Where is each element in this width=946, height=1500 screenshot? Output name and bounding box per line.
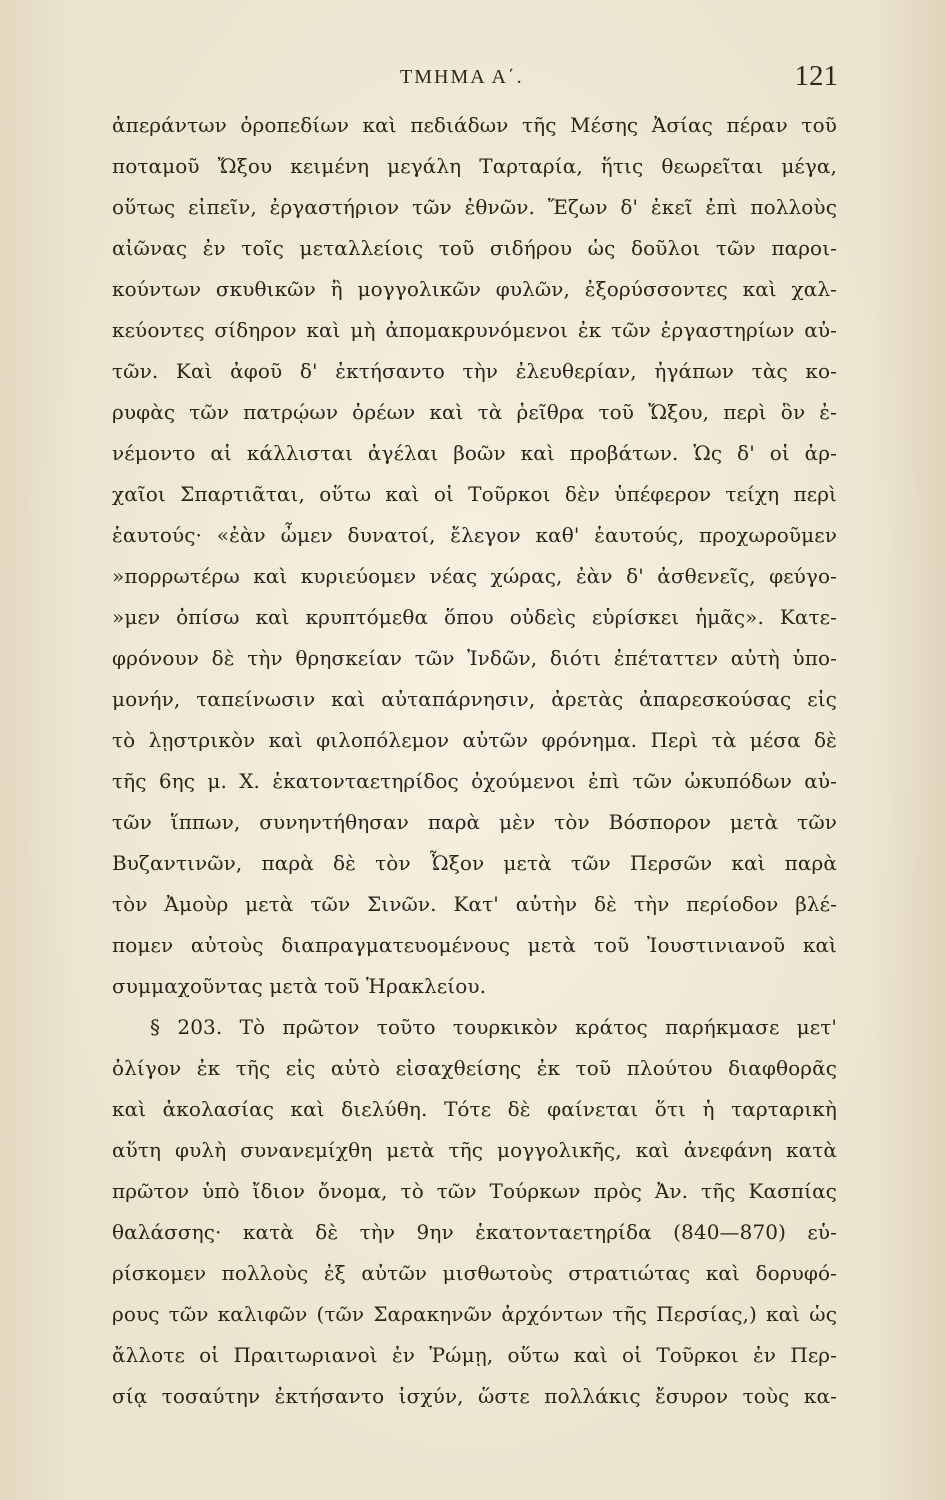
text-line: ρους τῶν καλιφῶν (τῶν Σαρακηνῶν ἀρχόντων τῆς Περσίας,) καὶ ὡς	[112, 1302, 837, 1326]
text-line: καὶ ἀκολασίας καὶ διελύθη. Τότε δὲ φαίνεται ὅτι ἡ ταρταρικὴ	[112, 1097, 837, 1121]
text-line: νέμοντο αἱ κάλλισται ἀγέλαι βοῶν καὶ προβάτων. Ὡς δ' οἱ ἀρ-	[112, 441, 837, 465]
text-line: ἄλλοτε οἱ Πραιτωριανοὶ ἐν Ῥώμῃ, οὕτω καὶ οἱ Τοῦρκοι ἐν Περ-	[112, 1343, 837, 1367]
text-line: συμμαχοῦντας μετὰ τοῦ Ἡρακλείου.	[112, 974, 487, 998]
text-line: σίᾳ τοσαύτην ἐκτήσαντο ἰσχύν, ὥστε πολλάκις ἔσυρον τοὺς κα-	[112, 1384, 837, 1408]
text-line: μονήν, ταπείνωσιν καὶ αὐταπάρνησιν, ἀρετὰς ἀπαρεσκούσας εἰς	[112, 687, 837, 711]
text-line: αὕτη φυλὴ συνανεμίχθη μετὰ τῆς μογγολικῆς, καὶ ἀνεφάνη κατὰ	[112, 1138, 837, 1162]
text-line: τὸ λῃστρικὸν καὶ φιλοπόλεμον αὐτῶν φρόνημα. Περὶ τὰ μέσα δὲ	[112, 728, 837, 752]
text-line: »πορρωτέρω καὶ κυριεύομεν νέας χώρας, ἐὰν δ' ἀσθενεῖς, φεύγο-	[112, 564, 837, 588]
text-line: φρόνουν δὲ τὴν θρησκείαν τῶν Ἰνδῶν, διότι ἐπέταττεν αὐτὴ ὑπο-	[112, 646, 837, 670]
text-line: »μεν ὀπίσω καὶ κρυπτόμεθα ὅπου οὐδεὶς εὑρίσκει ἡμᾶς». Κατε-	[112, 605, 837, 629]
text-line: ποταμοῦ Ὤξου κειμένη μεγάλη Ταρταρία, ἥτις θεωρεῖται μέγα,	[112, 154, 837, 178]
body-text	[112, 105, 837, 1417]
text-line: χαῖοι Σπαρτιᾶται, οὕτω καὶ οἱ Τοῦρκοι δὲν ὑπέφερον τείχη περὶ	[112, 482, 837, 506]
text-line: τῶν. Καὶ ἀφοῦ δ' ἐκτήσαντο τὴν ἐλευθερίαν, ἠγάπων τὰς κο-	[112, 359, 837, 383]
text-line: ὀλίγον ἐκ τῆς εἰς αὐτὸ εἰσαχθείσης ἐκ τοῦ πλούτου διαφθορᾶς	[112, 1056, 837, 1080]
text-line: ρίσκομεν πολλοὺς ἐξ αὐτῶν μισθωτοὺς στρατιώτας καὶ δορυφό-	[112, 1261, 837, 1285]
text-line: τῆς 6ης μ. Χ. ἑκατονταετηρίδος ὀχούμενοι ἐπὶ τῶν ὠκυπόδων αὐ-	[112, 769, 837, 793]
text-line: θαλάσσης· κατὰ δὲ τὴν 9ην ἑκατονταετηρίδα (840—870) εὑ-	[112, 1220, 837, 1244]
text-line: κούντων σκυθικῶν ἢ μογγολικῶν φυλῶν, ἐξορύσσοντες καὶ χαλ-	[112, 277, 837, 301]
text-line: οὕτως εἰπεῖν, ἐργαστήριον τῶν ἐθνῶν. Ἔζων δ' ἐκεῖ ἐπὶ πολλοὺς	[112, 195, 837, 219]
page-number: 121	[794, 60, 838, 92]
running-head: ΤΜΗΜΑ Α΄.	[400, 66, 524, 88]
text-line: ἀπεράντων ὀροπεδίων καὶ πεδιάδων τῆς Μέσης Ἀσίας πέραν τοῦ	[112, 113, 837, 137]
text-line: πρῶτον ὑπὸ ἴδιον ὄνομα, τὸ τῶν Τούρκων πρὸς Ἀν. τῆς Κασπίας	[112, 1179, 837, 1203]
text-line: ἑαυτούς· «ἐὰν ὦμεν δυνατοί, ἔλεγον καθ' ἑαυτούς, προχωροῦμεν	[112, 523, 837, 547]
text-line: τὸν Ἀμοὺρ μετὰ τῶν Σινῶν. Κατ' αὐτὴν δὲ τὴν περίοδον βλέ-	[112, 892, 837, 916]
section-start-line: § 203. Τὸ πρῶτον τοῦτο τουρκικὸν κράτος παρήκμασε μετ'	[150, 1015, 837, 1039]
text-line: αἰῶνας ἐν τοῖς μεταλλείοις τοῦ σιδήρου ὡς δοῦλοι τῶν παροι-	[112, 236, 837, 260]
page-header	[0, 60, 946, 100]
text-line: ρυφὰς τῶν πατρῴων ὀρέων καὶ τὰ ῥεῖθρα τοῦ Ὤξου, περὶ ὃν ἐ-	[112, 400, 837, 424]
text-line: κεύοντες σίδηρον καὶ μὴ ἀπομακρυνόμενοι ἐκ τῶν ἐργαστηρίων αὐ-	[112, 318, 837, 342]
text-line: Βυζαντινῶν, παρὰ δὲ τὸν Ὦξον μετὰ τῶν Περσῶν καὶ παρὰ	[112, 851, 837, 875]
text-line: τῶν ἵππων, συνηντήθησαν παρὰ μὲν τὸν Βόσπορον μετὰ τῶν	[112, 810, 837, 834]
text-line: πομεν αὐτοὺς διαπραγματευομένους μετὰ τοῦ Ἰουστινιανοῦ καὶ	[112, 933, 837, 957]
